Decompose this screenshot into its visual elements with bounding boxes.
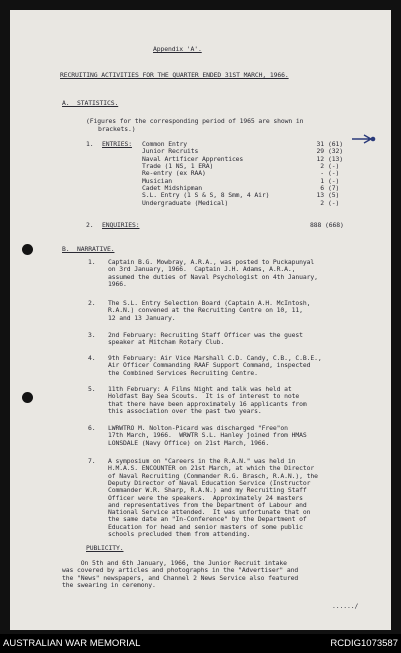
entries-row-label: Trade (1 NS, 1 ERA) (142, 162, 214, 171)
narrative-item-line: Holdfast Bay Sea Scouts. It is of interest to note (108, 392, 300, 401)
handwritten-arrow-icon (352, 134, 378, 144)
narrative-item-line: 12 and 13 January. (108, 313, 176, 322)
narrative-item-line: schools precluded them from attending. (108, 530, 251, 538)
narrative-item-line: H.M.A.S. ENCOUNTER on 21st March, at which the Director (108, 464, 315, 473)
narrative-item-line: Captain B.G. Mowbray, A.R.A., was posted to Puckapunyal (108, 258, 315, 266)
entries-row-value: 13 (316, 191, 324, 200)
narrative-item-number: 1. (88, 258, 96, 266)
entries-row-label: Junior Recruits (142, 147, 199, 156)
publicity-line: the "News" newspapers, and Channel 2 News Service also featured (62, 573, 299, 582)
entries-row-label: Undergraduate (Medical) (142, 198, 229, 207)
entries-row-value: - (320, 169, 324, 178)
narrative-item-line: R.A.N.) convened at the Recruiting Centre on 10, 11, (108, 306, 303, 315)
narrative-item-number: 4. (88, 354, 96, 362)
entries-row-value: 29 (316, 147, 324, 156)
narrative-item-line: A symposium on "Careers in the R.A.N." was held in (108, 457, 296, 465)
entries-row-label: Re-entry (ex RAA) (142, 169, 206, 178)
entries-label: ENTRIES: (102, 140, 132, 148)
entries-row-previous: (32) (328, 147, 343, 156)
entries-row-previous: (-) (328, 169, 340, 178)
narrative-item-line: the same date an "In-Conference" by the Department of (108, 515, 307, 524)
entries-row-previous: (13) (328, 154, 343, 163)
footer-institution: AUSTRALIAN WAR MEMORIAL (3, 638, 141, 649)
entries-row-value: 2 (320, 162, 324, 171)
enquiries-value: 888 (668) (310, 221, 344, 229)
entries-row-label: Naval Artificer Apprentices (142, 154, 244, 163)
publicity-heading: PUBLICITY. (86, 544, 124, 552)
enquiries-label: ENQUIRIES: (102, 221, 140, 229)
narrative-item-line: that there have been approximately 16 applicants from (108, 399, 307, 408)
narrative-item-line: LWRWTRO M. Nolton-Picard was discharged "Free"on (108, 424, 288, 432)
narrative-item-line: The S.L. Entry Selection Board (Captain A.H. McIntosh, (108, 299, 311, 307)
entries-row-previous: (61) (328, 140, 343, 148)
publicity-line: On 5th and 6th January, 1966, the Junior Recruit intake (62, 559, 287, 567)
narrative-item-number: 5. (88, 385, 96, 393)
narrative-item-line: Deputy Director of Naval Education Service (Instructor (108, 478, 311, 487)
narrative-item-line: 11th February: A Films Night and talk was held at (108, 385, 292, 393)
document-page (10, 10, 391, 630)
appendix-label: Appendix 'A'. (153, 45, 202, 53)
narrative-item-number: 3. (88, 331, 96, 339)
narrative-item-line: of Naval Recruiting (Commander R.G. Brasch, R.A.N.), the (108, 471, 318, 480)
narrative-item-line: 9th February: Air Vice Marshall C.D. Candy, C.B., C.B.E., (108, 354, 322, 362)
entries-row-previous: (5) (328, 191, 340, 200)
archive-footer (0, 634, 401, 653)
continuation-mark: ....../ (332, 602, 359, 610)
statistics-note: brackets.) (98, 125, 136, 133)
entries-row-previous: (7) (328, 184, 340, 193)
statistics-heading: A. STATISTICS. (62, 99, 119, 107)
narrative-item-line: on 3rd January, 1966. Captain J.H. Adams, A.R.A., (108, 265, 296, 274)
narrative-item-line: Education for head and senior masters of some public (108, 522, 303, 531)
entries-number: 1. (86, 140, 94, 148)
narrative-heading: B. NARRATIVE. (62, 245, 115, 253)
entries-row-value: 31 (316, 140, 324, 148)
narrative-item-number: 6. (88, 424, 96, 432)
entries-row-label: Musician (142, 176, 172, 185)
narrative-item-number: 7. (88, 457, 96, 465)
narrative-item-line: LONSDALE (Navy Office) on 21st March, 1966. (108, 438, 270, 447)
narrative-item-number: 2. (88, 299, 96, 307)
narrative-item-line: National Service attended. It was unfortunate that on (108, 508, 311, 517)
entries-row-previous: (-) (328, 162, 340, 171)
statistics-note: (Figures for the corresponding period of 1965 are shown in (86, 117, 304, 125)
punch-hole (22, 244, 33, 255)
narrative-item-line: and representatives from the Department of Labour and (108, 500, 307, 509)
narrative-item-line: 17th March, 1966. WRWTR S.L. Hanley joined from HMAS (108, 431, 307, 440)
entries-row-value: 2 (320, 198, 324, 207)
narrative-item-line: assumed the duties of Naval Psychologist on 4th January, (108, 272, 318, 281)
narrative-item-line: Officer were the speakers. Approximately 24 masters (108, 493, 303, 502)
entries-row-value: 12 (316, 154, 324, 163)
narrative-item-line: 1966. (108, 279, 127, 288)
narrative-item-line: the Combined Services Recruiting Centre. (108, 368, 258, 377)
entries-row-value: 1 (320, 176, 324, 185)
entries-row-previous: (-) (328, 198, 340, 207)
entries-row-label: Cadet Midshipman (142, 184, 202, 193)
document-title: RECRUITING ACTIVITIES FOR THE QUARTER ENDED 31ST MARCH, 1966. (60, 71, 289, 79)
entries-row-previous: (-) (328, 176, 340, 185)
enquiries-number: 2. (86, 221, 94, 229)
publicity-line: was covered by articles and photographs in the "Advertiser" and (62, 566, 299, 575)
entries-row-label: S.L. Entry (1 S & S, 8 Smm, 4 Air) (142, 191, 270, 200)
publicity-line: the swearing in ceremony. (62, 580, 156, 589)
narrative-item-line: Commander W.R. Sharp, R.A.N.) and my Recruiting Staff (108, 486, 307, 495)
punch-hole (22, 392, 33, 403)
narrative-item-line: 2nd February: Recruiting Staff Officer was the guest (108, 331, 303, 339)
footer-record-id: RCDIG1073587 (330, 638, 398, 649)
narrative-item-line: Air Officer Commanding RAAF Support Command, inspected (108, 361, 311, 370)
narrative-item-line: speaker at Mitcham Rotary Club. (108, 338, 225, 347)
entries-row-label: Common Entry (142, 140, 187, 148)
narrative-item-line: this association over the past two years. (108, 406, 262, 415)
entries-row-value: 6 (320, 184, 324, 193)
